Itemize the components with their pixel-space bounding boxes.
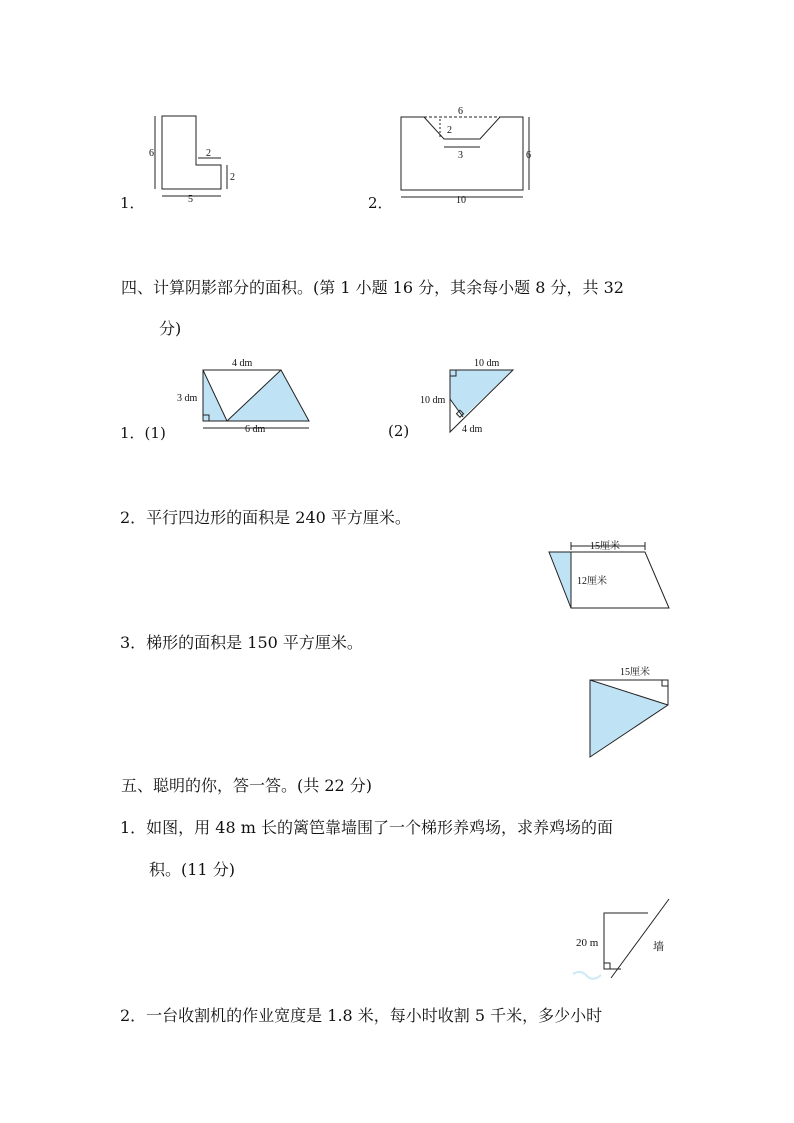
- dim-top-label: 6: [458, 106, 463, 117]
- dim-step-width-label: 2: [206, 148, 211, 159]
- dim-top-label: 15厘米: [590, 541, 620, 552]
- dim-base-label: 10: [456, 195, 466, 206]
- section-5-heading: 五、聪明的你，答一答。(共 22 分): [121, 776, 373, 795]
- question-5-2-line1: 2．一台收割机的作业宽度是 1.8 米，每小时收割 5 千米，多少小时: [120, 1006, 603, 1025]
- dim-height-label: 6: [149, 148, 154, 159]
- question-4-3-text: 3．梯形的面积是 150 平方厘米。: [120, 633, 363, 652]
- dim-depth-label: 2: [447, 125, 452, 136]
- question-5-1-line2: 积。(11 分): [149, 860, 235, 879]
- dim-left-label: 10 dm: [420, 395, 446, 406]
- question-4-1-sub2: (2): [388, 422, 410, 440]
- question-number-1: 1．: [120, 194, 145, 212]
- dim-bottom-label: 6 dm: [245, 424, 266, 435]
- dim-top-label: 15厘米: [620, 667, 650, 678]
- question-4-2-text: 2．平行四边形的面积是 240 平方厘米。: [120, 508, 411, 527]
- dim-height-label: 6: [526, 150, 531, 161]
- question-5-1-line1: 1．如图，用 48 m 长的篱笆靠墙围了一个梯形养鸡场，求养鸡场的面: [120, 818, 613, 837]
- wall-label: 墙: [653, 941, 664, 953]
- dim-height-label: 12厘米: [577, 576, 607, 587]
- section-4-heading: 四、计算阴影部分的面积。(第 1 小题 16 分，其余每小题 8 分，共 32: [121, 278, 624, 297]
- dim-top-label: 4 dm: [232, 358, 253, 369]
- dim-step-height-label: 2: [230, 172, 235, 183]
- dim-top-label: 10 dm: [474, 358, 500, 369]
- dim-height-label: 20 m: [576, 937, 599, 949]
- dim-bottom-label: 3: [458, 150, 463, 161]
- question-number-2: 2．: [368, 194, 393, 212]
- question-4-1-number: 1．(1): [120, 424, 166, 442]
- section-4-heading-cont: 分): [159, 319, 182, 338]
- dim-bottom-label: 4 dm: [462, 424, 483, 435]
- dim-base-label: 5: [188, 194, 193, 205]
- dim-left-label: 3 dm: [177, 393, 198, 404]
